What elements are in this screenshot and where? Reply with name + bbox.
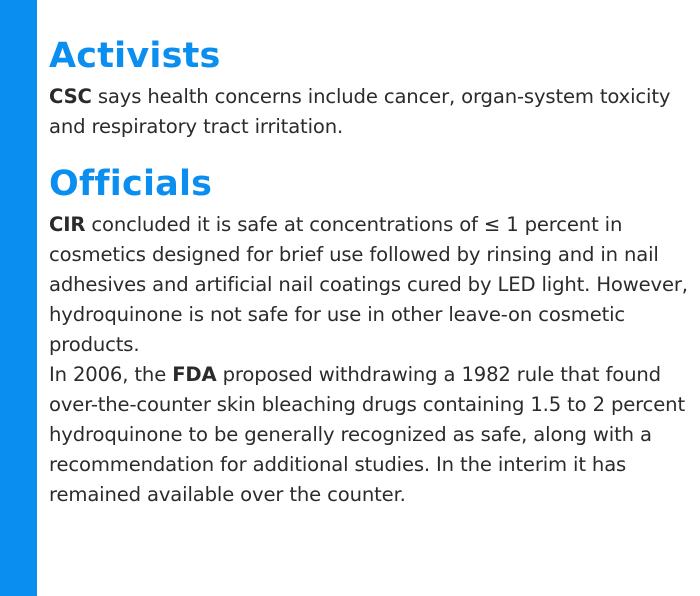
officials-fda-after: proposed withdrawing a 1982 rule that found over-the-counter skin bleaching drugs containing 1.5 to 2 percent hydroquinone to be generally recognized as safe, along with a recommendation for additional studies. In the interim it has remained available over the counter. bbox=[49, 363, 685, 506]
officials-paragraph-cir bbox=[49, 210, 694, 360]
officials-cir-text: concluded it is safe at concentrations of ≤ 1 percent in cosmetics designed for brief use followed by rinsing and in nail adhesives and artificial nail coatings cured by LED light. However, hydroquinone is not safe for use in other leave-on cosmetic products. bbox=[49, 213, 688, 356]
activists-paragraph bbox=[49, 82, 694, 142]
officials-section bbox=[49, 160, 694, 510]
activists-org-name: CSC bbox=[49, 85, 92, 108]
officials-heading: Officials bbox=[49, 164, 213, 204]
activists-heading: Activists bbox=[49, 36, 221, 76]
officials-org-cir: CIR bbox=[49, 213, 86, 236]
officials-paragraph-fda bbox=[49, 360, 694, 510]
officials-org-fda: FDA bbox=[172, 363, 217, 386]
content bbox=[49, 32, 694, 510]
accent-bar bbox=[0, 0, 37, 596]
activists-section bbox=[49, 32, 694, 142]
officials-fda-before: In 2006, the bbox=[49, 363, 173, 386]
activists-text: says health concerns include cancer, organ-system toxicity and respiratory tract irritation. bbox=[49, 85, 671, 138]
